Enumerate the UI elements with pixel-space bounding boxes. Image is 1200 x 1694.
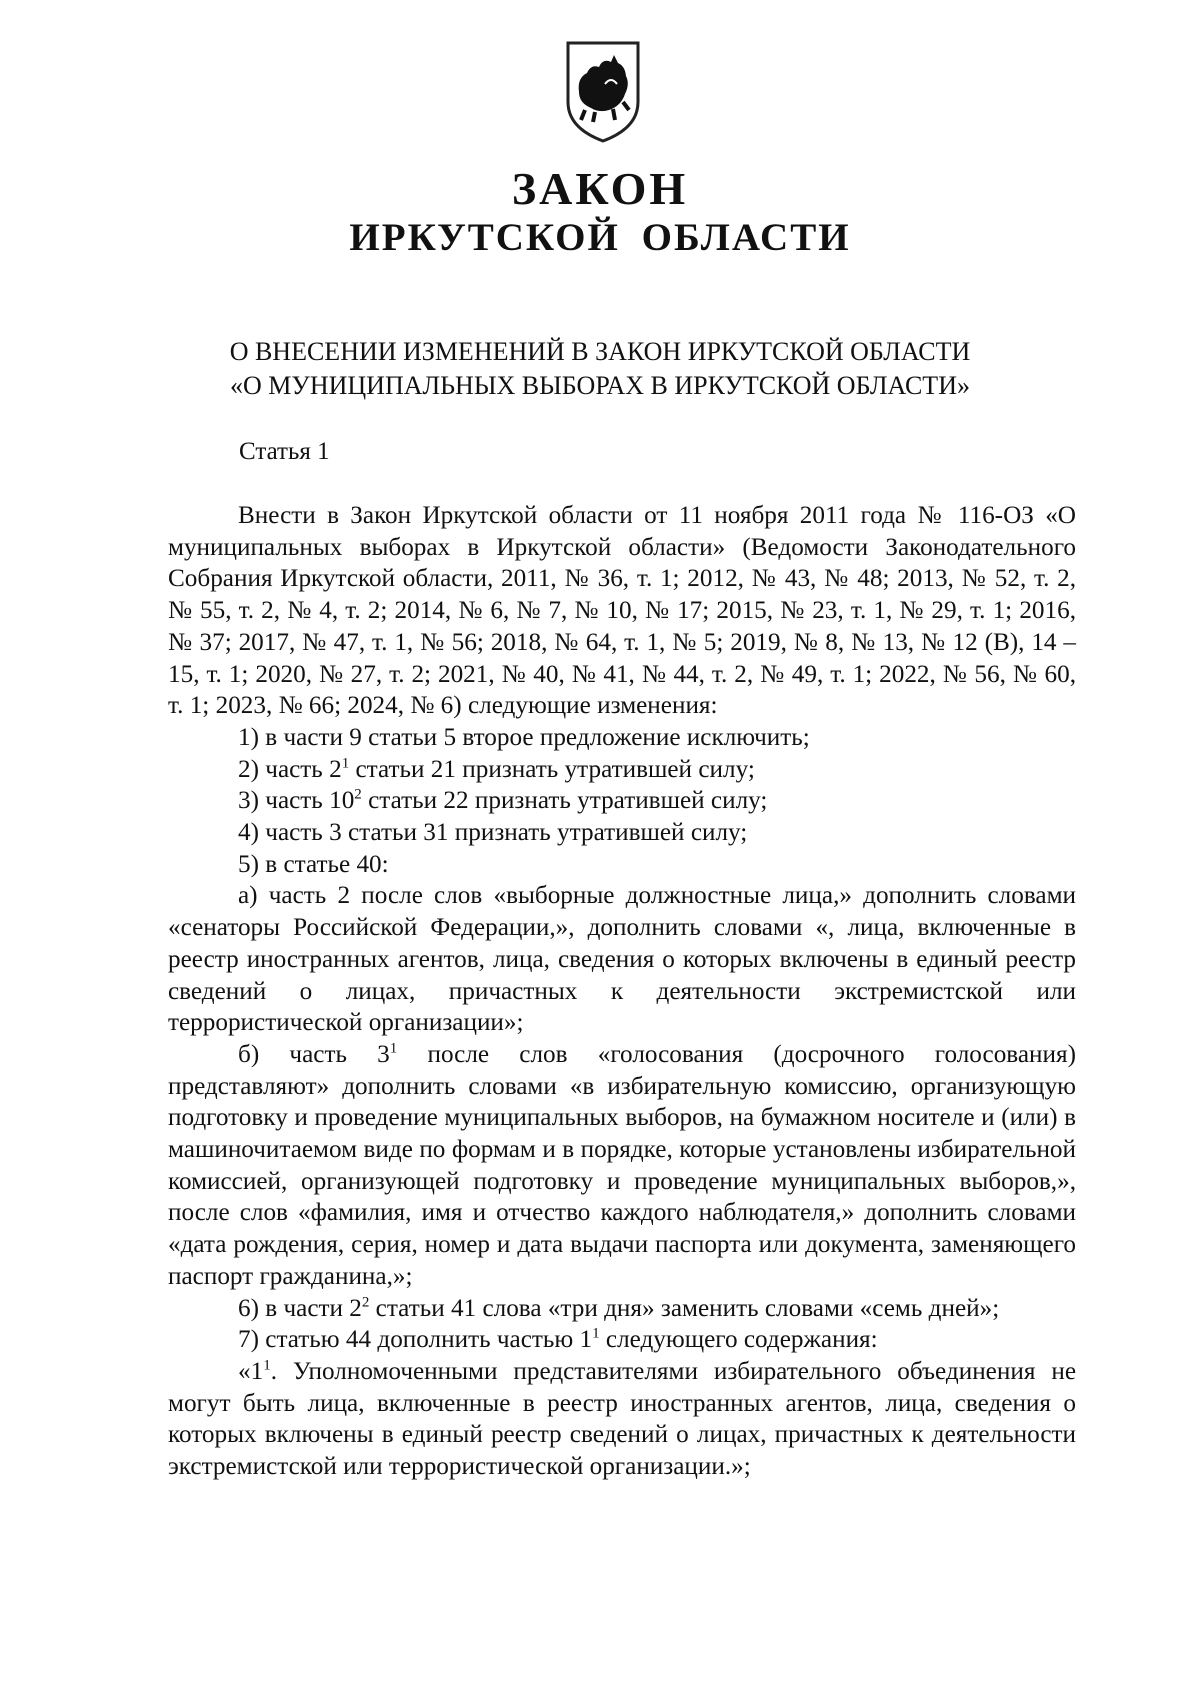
- quoted-provision: «$1^1$. Уполномоченными представителями избирательного объединения не могут быть лица, включенные в реестр иностранных агентов, лица, сведения о которых включены в единый реестр сведений о лицах, причастных к деятельности экстремистской или террористической организации.»;: [168, 1357, 1076, 1481]
- list-item: 1) в части 9 статьи 5 второе предложение исключить;: [238, 723, 810, 751]
- list-item: 6) в части $2^2$ статьи 41 слова «три дня» заменить словами «семь дней»;: [238, 1294, 1000, 1322]
- law-title: ЗАКОН: [511, 163, 689, 214]
- article-intro: Внести в Закон Иркутской области от 11 ноября 2011 года № 116-ОЗ «О муниципальных выборах в Иркутской области» (Ведомости Законодательного Собрания Иркутской области, 2011, № 36, т. 1; 2012, № 43, № 48; 2013, № 52, т. 2, № 55, т. 2, № 4, т. 2; 2014, № 6, № 7, № 10, № 17; 2015, № 23, т. 1, № 29, т. 1; 2016, № 37; 2017, № 47, т. 1, № 56; 2018, № 64, т. 1, № 5; 2019, № 8, № 13, № 12 (В), 14 – 15, т. 1; 2020, № 27, т. 2; 2021, № 40, № 41, № 44, т. 2, № 49, т. 1; 2022, № 56, № 60, т. 1; 2023, № 66; 2024, № 6) следующие изменения:: [168, 502, 1076, 720]
- list-item: 2) часть $2^1$ статьи 21 признать утратившей силу;: [238, 755, 755, 783]
- list-item: 3) часть $10^2$ статьи 22 признать утратившей силу;: [238, 786, 768, 815]
- coat-of-arms-icon: [565, 40, 641, 144]
- article-body: [168, 500, 1076, 1483]
- law-subtitle-line1: О ВНЕСЕНИИ ИЗМЕНЕНИЙ В ЗАКОН ИРКУТСКОЙ ОБЛАСТИ: [229, 337, 971, 366]
- list-item: 7) статью 44 дополнить частью $1^1$ следующего содержания:: [238, 1325, 878, 1354]
- list-item: 4) часть 3 статьи 31 признать утратившей силу;: [238, 819, 748, 847]
- law-subtitle-line2: «О МУНИЦИПАЛЬНЫХ ВЫБОРАХ В ИРКУТСКОЙ ОБЛАСТИ»: [230, 371, 970, 400]
- list-item: 5) в статье 40:: [238, 850, 389, 878]
- list-subitem: а) часть 2 после слов «выборные должностные лица,» дополнить словами «сенаторы Российской Федерации,», дополнить словами «, лица, включенные в реестр иностранных агентов, лица, сведения о которых включены в единый реестр сведений о лицах, причастных к деятельности экстремистской или террористической организации»;: [168, 882, 1076, 1037]
- article-heading: Статья 1: [239, 438, 330, 465]
- law-region: ИРКУТСКОЙ ОБЛАСТИ: [349, 216, 851, 259]
- list-subitem: б) часть $3^1$ после слов «голосования (досрочного голосования) представляют» дополнить словами «в избирательную комиссию, организующую подготовку и проведение муниципальных выборов, на бумажном носителе и (или) в машиночитаемом виде по формам и в порядке, которые установлены избирательной комиссией, организующей подготовку и проведение муниципальных выборов,», после слов «фамилия, имя и отчество каждого наблюдателя,» дополнить словами «дата рождения, серия, номер и дата выдачи паспорта или документа, заменяющего паспорт гражданина,»;: [168, 1040, 1076, 1290]
